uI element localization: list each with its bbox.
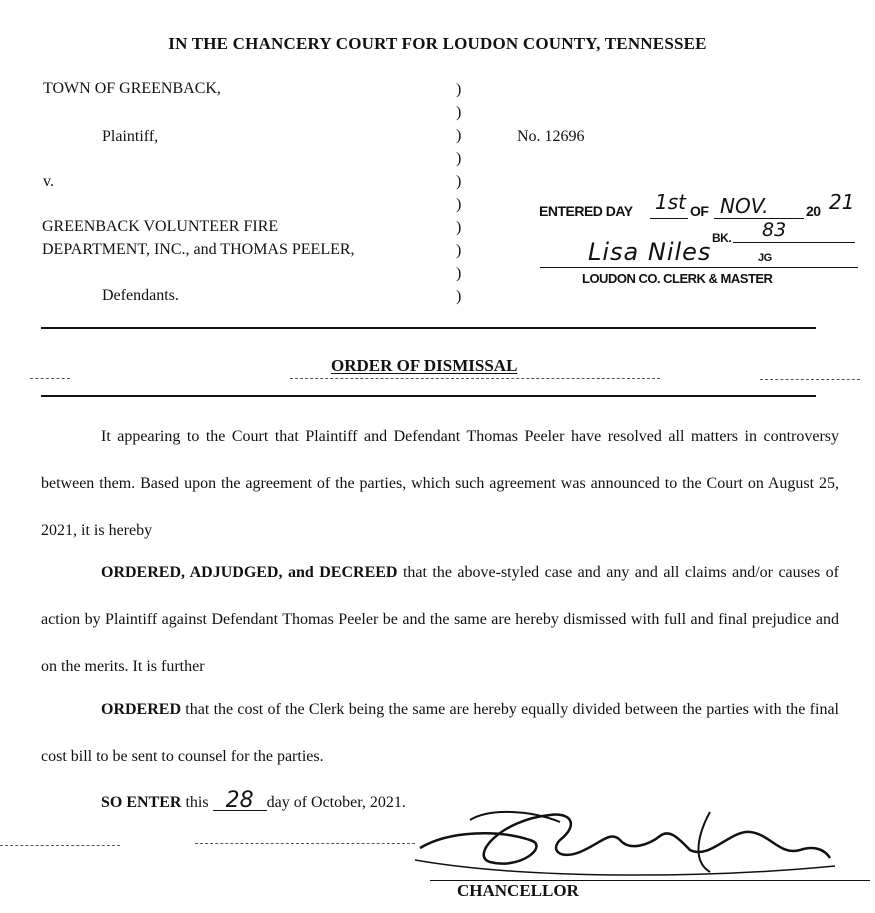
- stamp-bk-label: BK.: [712, 231, 732, 245]
- scan-artifact: [290, 378, 660, 379]
- stamp-clerk-signature: Lisa Niles: [588, 238, 712, 266]
- stamp-year-prefix: 20: [806, 203, 821, 219]
- defendant-line-1: GREENBACK VOLUNTEER FIRE: [42, 218, 279, 235]
- scan-artifact: [195, 843, 415, 844]
- paragraph-recital: It appearing to the Court that Plaintiff and Defendant Thomas Peeler have resolved all matters in controversy between them. Based upon the agreement of the parties, which such agreement was announced to the Court on August 25, 2021, it is hereby: [41, 428, 839, 539]
- defendant-line-2: DEPARTMENT, INC., and THOMAS PEELER,: [42, 241, 355, 258]
- stamp-clerk-title: LOUDON CO. CLERK & MASTER: [582, 271, 773, 286]
- paragraph-costs: [41, 686, 839, 780]
- title-top-rule: [41, 327, 816, 329]
- so-enter-label: SO ENTER: [101, 794, 182, 811]
- costs-text: that the cost of the Clerk being the same are hereby equally divided between the parties with the final cost bill to be sent to counsel for the parties.: [41, 701, 839, 765]
- stamp-month-line: [714, 218, 804, 219]
- stamp-year-suffix: 21: [829, 190, 855, 214]
- court-heading: IN THE CHANCERY COURT FOR LOUDON COUNTY, TENNESSEE: [168, 34, 707, 53]
- so-enter-day: 28: [213, 792, 267, 811]
- so-enter-line: [101, 788, 406, 813]
- stamp-month: NOV.: [720, 194, 769, 218]
- stamp-bk-number: 83: [762, 219, 787, 241]
- stamp-day-line: [650, 218, 688, 219]
- stamp-signature-line: [540, 267, 858, 268]
- versus-label: v.: [43, 173, 54, 190]
- dismissal-text: that the above-styled case and any and all claims and/or causes of action by Plaintiff against Defendant Thomas Peeler be and the same are hereby dismissed with full and final prejudice and on the merits. It is further: [41, 564, 839, 675]
- order-title: ORDER OF DISMISSAL: [331, 356, 518, 375]
- stamp-entered-label: ENTERED DAY: [539, 203, 633, 219]
- so-enter-this: this: [181, 794, 213, 811]
- ordered-adjudged-decreed: ORDERED, ADJUDGED, and DECREED: [101, 564, 398, 581]
- scan-artifact: [0, 845, 120, 846]
- chancellor-signature-mark: [410, 800, 840, 885]
- scan-artifact: [30, 378, 70, 379]
- chancellor-signature: [560, 845, 570, 846]
- plaintiff-label: Plaintiff,: [102, 128, 159, 145]
- caption-bracket: ) ) ) ) ) ) ) ) ) ): [456, 81, 462, 305]
- case-number: No. 12696: [517, 128, 585, 145]
- plaintiff-name: TOWN OF GREENBACK,: [43, 80, 221, 97]
- stamp-clerk-initials: JG: [758, 252, 772, 264]
- paragraph-dismissal: [41, 549, 839, 690]
- defendants-label: Defendants.: [102, 287, 179, 304]
- title-bottom-rule: [41, 395, 816, 397]
- stamp-bk-line: [733, 242, 855, 243]
- scan-artifact: [760, 379, 860, 380]
- ordered-label: ORDERED: [101, 701, 182, 718]
- so-enter-rest: day of October, 2021.: [266, 794, 406, 811]
- stamp-of-label: OF: [690, 203, 709, 219]
- chancellor-label: CHANCELLOR: [457, 881, 579, 900]
- stamp-day: 1st: [655, 190, 686, 214]
